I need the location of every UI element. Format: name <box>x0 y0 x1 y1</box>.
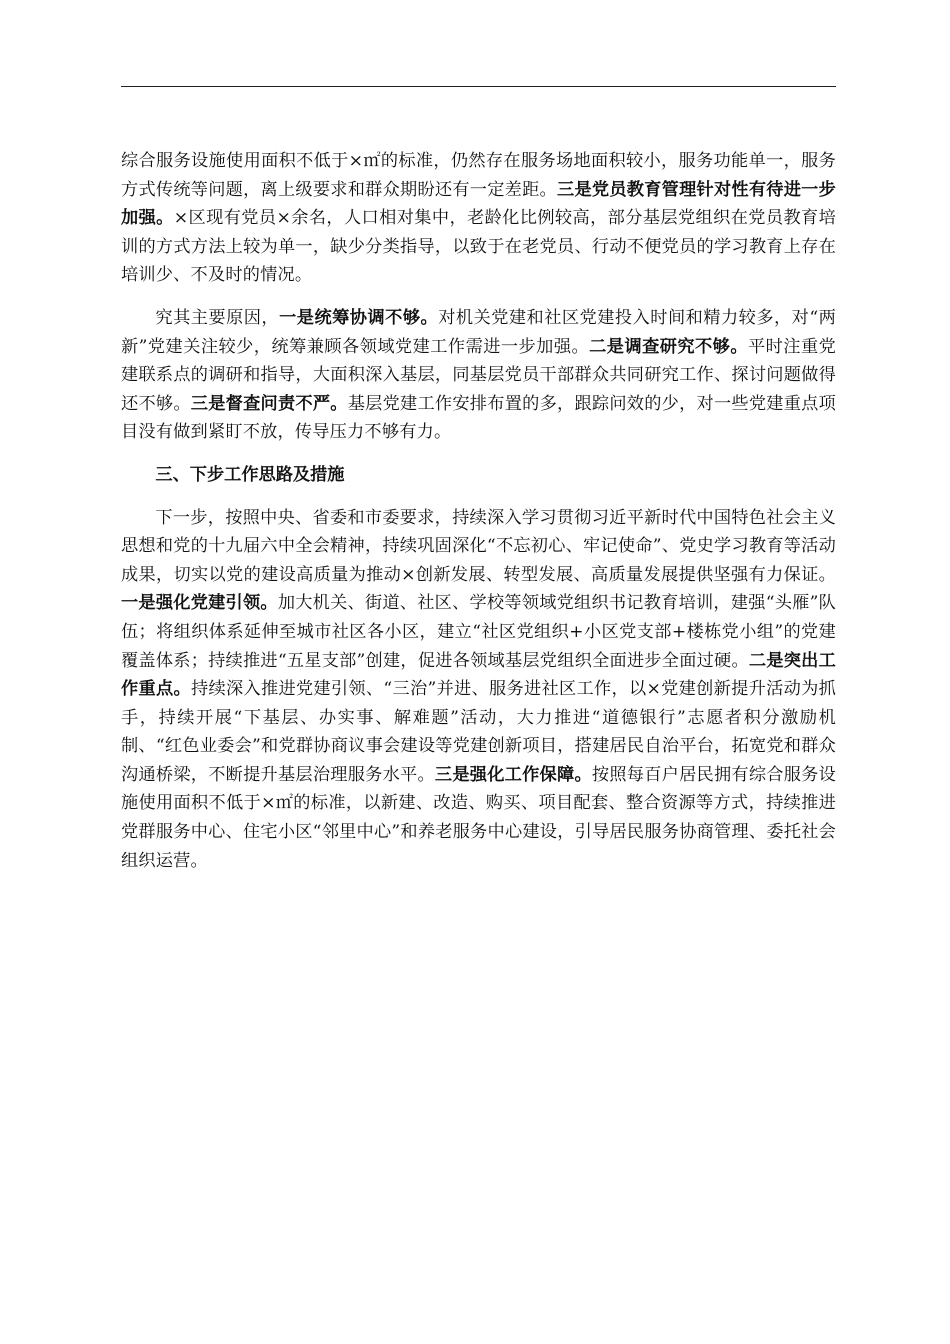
paragraph1-text-2: ×区现有党员×余名，人口相对集中，老龄化比例较高，部分基层党组织在党员教育培训的方式方法上较为单一，缺少分类指导，以致于在老党员、行动不便党员的学习教育上存在培训少、不及时的情况。 <box>121 208 837 286</box>
paragraph-service-facilities <box>121 147 836 290</box>
paragraph3-text-1: 下一步，按照中央、省委和市委要求，持续深入学习贯彻习近平新时代中国特色社会主义思想和党的十九届六中全会精神，持续巩固深化“不忘初心、牢记使命”、党史学习教育等活动成果，切实以党的建设高质量为推动×创新发展、转型发展、高质量发展提供坚强有力保证。 <box>121 507 836 585</box>
paragraph3-text-3: 持续深入推进党建引领、“三治”并进、服务进社区工作，以×党建创新提升活动为抓手，持续开展“下基层、办实事、解难题”活动，大力推进“道德银行”志愿者积分激励机制、“红色业委会”和党群协商议事会建设等党建创新项目，搭建居民自治平台，拓宽党和群众沟通桥梁，不断提升基层治理服务水平。 <box>121 679 837 785</box>
paragraph2-text-2: 对机关党建和社区党建投入时间和精力较多，对“两新”党建关注较少，统筹兼顾各领域党建工作需进一步加强。 <box>121 307 836 357</box>
paragraph2-bold-reason-3: 三是督查问责不严。 <box>190 393 348 414</box>
document-body <box>121 147 836 875</box>
section-heading: 三、下步工作思路及措施 <box>155 464 345 485</box>
paragraph3-bold-measure-1: 一是强化党建引领。 <box>121 593 278 614</box>
paragraph1-bold-point-3: 三是党员教育管理针对性有待进一步加强。 <box>121 179 836 229</box>
header-rule <box>121 86 836 87</box>
paragraph3-text-2: 加大机关、街道、社区、学校等领域党组织书记教育培训，建强“头雁”队伍；将组织体系延伸至城市社区各小区，建立“社区党组织+小区党支部+楼栋党小组”的党建覆盖体系；持续推进“五星支部”创建，促进各领域基层党组织全面进步全面过硬。 <box>121 593 836 671</box>
paragraph2-text-4: 基层党建工作安排布置的多，跟踪问效的少，对一些党建重点项目没有做到紧盯不放，传导压力不够有力。 <box>121 393 836 443</box>
paragraph3-bold-measure-2: 二是突出工作重点。 <box>121 650 836 700</box>
paragraph2-bold-reason-1: 一是统筹协调不够。 <box>279 307 439 328</box>
paragraph-next-steps <box>121 504 836 876</box>
paragraph2-text-1: 究其主要原因， <box>155 307 280 328</box>
paragraph-main-reasons <box>121 304 836 447</box>
paragraph2-bold-reason-2: 二是调查研究不够。 <box>589 336 748 357</box>
paragraph1-text-1: 综合服务设施使用面积不低于×㎡的标准，仍然存在服务场地面积较小，服务功能单一，服务方式传统等问题，离上级要求和群众期盼还有一定差距。 <box>121 151 836 200</box>
paragraph3-bold-measure-3: 三是强化工作保障。 <box>434 764 592 785</box>
paragraph3-text-4: 按照每百户居民拥有综合服务设施使用面积不低于×㎡的标准，以新建、改造、购买、项目配套、整合资源等方式，持续推进党群服务中心、住宅小区“邻里中心”和养老服务中心建设，引导居民服务协商管理、委托社会组织运营。 <box>121 764 836 871</box>
paragraph2-text-3: 平时注重党建联系点的调研和指导，大面积深入基层，同基层党员干部群众共同研究工作、探讨问题做得还不够。 <box>121 336 836 414</box>
